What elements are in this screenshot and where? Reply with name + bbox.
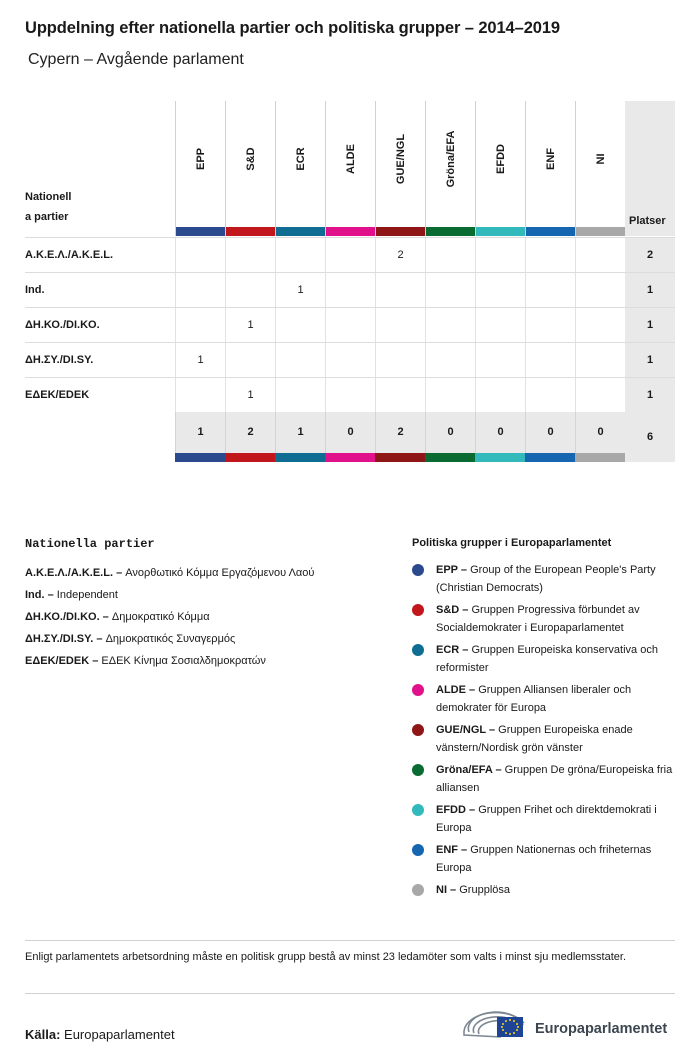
political-group-abbr: GUE/NGL – [436, 724, 496, 736]
political-group-item [412, 761, 677, 801]
group-color-bar [426, 227, 475, 236]
group-header-label: Gröna/EFA [444, 130, 457, 188]
table-cell [375, 343, 425, 378]
national-party-name: Ανορθωτικό Κόμμα Εργαζόμενου Λαού [125, 567, 315, 579]
group-header-label: EPP [194, 147, 207, 171]
table-cell [175, 238, 225, 273]
political-group-desc: Gruppen De gröna/Europeiska fria alliansen [436, 764, 673, 794]
national-party-name: Δημοκρατικό Κόμμα [111, 611, 210, 623]
table-cell [325, 378, 375, 413]
table-cell [525, 343, 575, 378]
table-cell [475, 273, 525, 308]
page-subtitle: Cypern – Avgående parlament [28, 51, 244, 68]
table-cell [425, 308, 475, 343]
group-color-bar [326, 227, 375, 236]
page-title: Uppdelning efter nationella partier och politiska grupper – 2014–2019 [25, 19, 561, 37]
table-cell [175, 308, 225, 343]
table-cell [525, 308, 575, 343]
table-cell [525, 378, 575, 413]
group-header-5 [425, 101, 475, 236]
table-cell [475, 378, 525, 413]
political-groups-legend [412, 561, 677, 903]
sum-cell: 2 [225, 412, 275, 453]
political-group-abbr: ENF – [436, 844, 468, 856]
group-color-bar [175, 453, 225, 462]
hemicycle-icon [461, 1003, 531, 1043]
political-group-desc: Gruppen Europeiska enade vänstern/Nordisk grön vänster [436, 724, 633, 754]
table-row [25, 377, 675, 412]
table-cell [325, 343, 375, 378]
group-header-label: ENF [544, 148, 557, 170]
group-color-dot-icon [412, 764, 424, 776]
group-color-bar [225, 453, 275, 462]
row-total: 1 [625, 273, 675, 308]
table-row [25, 342, 675, 377]
national-party-name: Independent [56, 589, 118, 601]
political-groups-legend-title: Politiska grupper i Europaparlamentet [412, 537, 612, 549]
group-color-dot-icon [412, 884, 424, 896]
divider [25, 940, 675, 941]
table-cell [525, 273, 575, 308]
group-color-bar [276, 227, 325, 236]
logo-text: Europaparlamentet [535, 1021, 668, 1037]
sum-cell: 1 [175, 412, 225, 453]
table-cell [425, 238, 475, 273]
national-party-abbr: ΔΗ.ΚΟ./DI.KO. – [25, 611, 109, 623]
national-parties-legend-title: Nationella partier [25, 537, 155, 551]
group-color-dot-icon [412, 644, 424, 656]
table-cell [325, 308, 375, 343]
group-header-0 [175, 101, 225, 236]
table-cell [475, 308, 525, 343]
national-parties-header: Nationell a partier [25, 191, 72, 223]
table-cell [375, 378, 425, 413]
group-color-dot-icon [412, 804, 424, 816]
grand-total: 6 [625, 412, 675, 462]
political-group-desc: Gruppen Alliansen liberaler och demokrater för Europa [436, 684, 632, 714]
political-group-abbr: ECR – [436, 644, 469, 656]
table-cell [575, 308, 625, 343]
source-line [25, 1027, 175, 1042]
table-cell [575, 343, 625, 378]
table-cell [325, 238, 375, 273]
political-group-item [412, 641, 677, 681]
political-group-item [412, 881, 677, 903]
row-total: 2 [625, 238, 675, 273]
row-party-name: ΕΔΕΚ/EDEK [25, 389, 90, 401]
national-party-item [25, 562, 385, 584]
group-header-8 [575, 101, 625, 236]
political-group-abbr: S&D – [436, 604, 469, 616]
row-total: 1 [625, 378, 675, 413]
table-cell [175, 273, 225, 308]
sum-cell: 0 [425, 412, 475, 453]
table-cell [225, 273, 275, 308]
national-party-name: Δημοκρατικός Συναγερμός [105, 633, 236, 645]
political-group-abbr: Gröna/EFA – [436, 764, 502, 776]
political-group-desc: Gruppen Europeiska konservativa och reformister [436, 644, 658, 674]
group-header-label: ALDE [344, 144, 357, 174]
group-header-3 [325, 101, 375, 236]
group-color-dot-icon [412, 564, 424, 576]
row-party-name: ΔΗ.ΚΟ./DI.KO. [25, 319, 100, 331]
sum-cell: 0 [575, 412, 625, 453]
political-group-abbr: EPP – [436, 564, 467, 576]
table-cell: 1 [225, 308, 275, 343]
group-header-label: NI [594, 153, 607, 165]
sum-cell: 2 [375, 412, 425, 453]
table-cell [425, 343, 475, 378]
table-cell [275, 238, 325, 273]
group-header-1 [225, 101, 275, 236]
group-color-bar [425, 453, 475, 462]
table-row [25, 307, 675, 342]
political-group-item [412, 721, 677, 761]
table-cell [225, 343, 275, 378]
row-total: 1 [625, 343, 675, 378]
national-party-abbr: ΔΗ.ΣΥ./DI.SY. – [25, 633, 103, 645]
source-value: Europaparlamentet [64, 1027, 175, 1042]
national-party-item [25, 584, 385, 606]
table-cell: 2 [375, 238, 425, 273]
national-party-item [25, 650, 385, 672]
divider [25, 993, 675, 994]
table-cell [275, 308, 325, 343]
sum-cell: 0 [525, 412, 575, 453]
political-group-abbr: ALDE – [436, 684, 476, 696]
table-cell [175, 378, 225, 413]
political-group-abbr: NI – [436, 884, 457, 896]
political-group-item [412, 801, 677, 841]
group-header-label: EFDD [494, 144, 507, 174]
table-cell [525, 238, 575, 273]
sum-cell: 0 [325, 412, 375, 453]
group-color-bar [475, 453, 525, 462]
political-group-desc: Grupplösa [459, 884, 511, 896]
group-header-2 [275, 101, 325, 236]
seats-header: Platser [625, 101, 675, 236]
table-cell [275, 378, 325, 413]
political-group-item [412, 681, 677, 721]
table-row [25, 272, 675, 307]
national-party-abbr: Ind. – [25, 589, 54, 601]
sum-cell: 0 [475, 412, 525, 453]
group-color-bar [275, 453, 325, 462]
group-color-dot-icon [412, 684, 424, 696]
group-color-bar [376, 227, 425, 236]
row-party-name: Ind. [25, 284, 45, 296]
table-cell [425, 378, 475, 413]
national-party-abbr: Α.Κ.Ε.Λ./A.K.E.L. – [25, 567, 123, 579]
political-group-item [412, 841, 677, 881]
group-color-bar [576, 227, 625, 236]
group-color-dot-icon [412, 844, 424, 856]
national-party-item [25, 628, 385, 650]
table-cell [375, 273, 425, 308]
table-cell: 1 [225, 378, 275, 413]
table-cell [575, 238, 625, 273]
political-group-desc: Gruppen Progressiva förbundet av Socialdemokrater i Europaparlamentet [436, 604, 640, 634]
group-color-bar [476, 227, 525, 236]
national-party-name: ΕΔΕΚ Κίνημα Σοσιαλδημοκρατών [101, 655, 266, 667]
table-cell [275, 343, 325, 378]
group-color-bar [226, 227, 275, 236]
national-party-item [25, 606, 385, 628]
political-group-desc: Group of the European People's Party (Christian Democrats) [436, 564, 656, 594]
group-color-bar [375, 453, 425, 462]
table-cell [425, 273, 475, 308]
table-row [25, 237, 675, 272]
source-label: Källa: [25, 1027, 61, 1042]
national-parties-legend [25, 562, 385, 672]
table-cell: 1 [175, 343, 225, 378]
table-cell [325, 273, 375, 308]
political-group-desc: Gruppen Nationernas och friheternas Europa [436, 844, 652, 874]
table-cell: 1 [275, 273, 325, 308]
row-party-name: ΔΗ.ΣΥ./DI.SY. [25, 354, 94, 366]
group-color-bar [176, 227, 225, 236]
group-header-label: ECR [294, 147, 307, 171]
table-cell [575, 378, 625, 413]
political-group-abbr: EFDD – [436, 804, 476, 816]
europarl-logo [461, 1003, 681, 1043]
group-header-6 [475, 101, 525, 236]
group-color-bar [575, 453, 625, 462]
political-group-item [412, 561, 677, 601]
group-header-7 [525, 101, 575, 236]
footnote: Enligt parlamentets arbetsordning måste en politisk grupp bestå av minst 23 ledamöter som valts i minst sju medlemsstater. [25, 951, 626, 963]
group-color-bar [325, 453, 375, 462]
national-party-abbr: ΕΔΕΚ/EDEK – [25, 655, 99, 667]
table-cell [375, 308, 425, 343]
group-color-dot-icon [412, 604, 424, 616]
group-color-bar [525, 453, 575, 462]
table-cell [475, 238, 525, 273]
group-header-label: S&D [244, 147, 257, 171]
table-cell [575, 273, 625, 308]
political-group-desc: Gruppen Frihet och direktdemokrati i Europa [436, 804, 657, 834]
row-total: 1 [625, 308, 675, 343]
political-group-item [412, 601, 677, 641]
group-color-dot-icon [412, 724, 424, 736]
group-header-4 [375, 101, 425, 236]
table-cell [225, 238, 275, 273]
table-cell [475, 343, 525, 378]
group-color-bar [526, 227, 575, 236]
sum-row [175, 412, 675, 462]
row-party-name: Α.Κ.Ε.Λ./A.K.E.L. [25, 249, 114, 261]
group-header-label: GUE/NGL [394, 133, 407, 185]
sum-cell: 1 [275, 412, 325, 453]
